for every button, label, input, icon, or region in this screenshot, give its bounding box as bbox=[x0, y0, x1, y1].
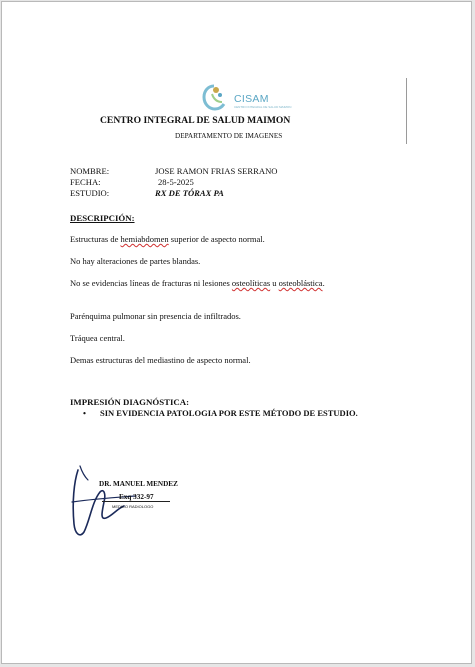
signature-line bbox=[102, 501, 170, 502]
description-paragraph-5: Tráquea central. bbox=[70, 333, 125, 343]
doctor-license: Exq 332-97 bbox=[119, 493, 154, 501]
impression-title: IMPRESIÓN DIAGNÓSTICA: bbox=[70, 397, 190, 407]
description-paragraph-3 bbox=[70, 278, 370, 290]
text-segment: superior de aspecto normal. bbox=[168, 234, 265, 244]
name-label: NOMBRE: bbox=[70, 166, 110, 176]
date-value: 28-5-2025 bbox=[158, 177, 194, 187]
spell-flagged-word: osteolíticas bbox=[231, 278, 271, 288]
handwritten-signature bbox=[66, 462, 186, 542]
text-segment: No se evidencias líneas de fracturas ni lesiones bbox=[70, 278, 232, 288]
clinic-title: CENTRO INTEGRAL DE SALUD MAIMON bbox=[100, 115, 291, 126]
spell-flagged-word: hemiabdomen bbox=[120, 234, 169, 244]
logo-text: CISAM bbox=[234, 93, 269, 105]
text-segment: . bbox=[322, 278, 325, 288]
logo-subtitle: CENTRO INTEGRAL DE SALUD MAIMON bbox=[234, 105, 292, 109]
impression-item: SIN EVIDENCIA PATOLOGIA POR ESTE MÉTODO DE ESTUDIO. bbox=[100, 408, 358, 418]
name-value: JOSE RAMON FRIAS SERRANO bbox=[155, 166, 278, 176]
spell-flagged-word: osteoblástica bbox=[278, 278, 323, 288]
text-segment: Estructuras de bbox=[70, 234, 121, 244]
description-paragraph-1 bbox=[70, 234, 370, 246]
bullet-icon: • bbox=[83, 408, 86, 418]
doctor-role: MEDICO RADIOLOGO bbox=[112, 504, 154, 509]
description-title: DESCRIPCIÓN: bbox=[70, 213, 135, 223]
doctor-name: DR. MANUEL MENDEZ bbox=[99, 480, 178, 488]
date-label: FECHA: bbox=[70, 177, 101, 187]
description-paragraph-4: Parénquima pulmonar sin presencia de infiltrados. bbox=[70, 311, 241, 321]
document-page bbox=[1, 1, 472, 664]
department-name: DEPARTAMENTO DE IMAGENES bbox=[175, 132, 283, 140]
study-value: RX DE TÓRAX PA bbox=[155, 188, 224, 198]
text-segment: u bbox=[270, 278, 279, 288]
description-paragraph-2: No hay alteraciones de partes blandas. bbox=[70, 256, 201, 266]
description-paragraph-6: Demas estructuras del mediastino de aspecto normal. bbox=[70, 355, 251, 365]
study-label: ESTUDIO: bbox=[70, 188, 110, 198]
margin-line bbox=[406, 78, 407, 144]
